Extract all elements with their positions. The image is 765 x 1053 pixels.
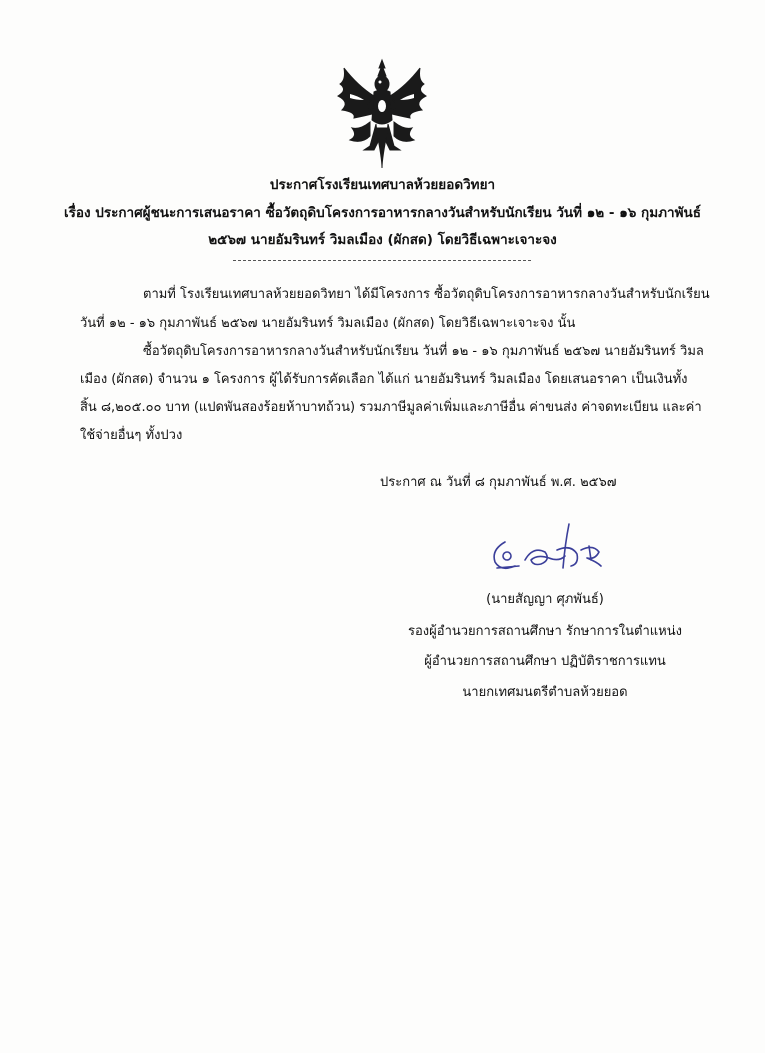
paragraph-1-line-1: ตามที่ โรงเรียนเทศบาลห้วยยอดวิทยา ได้มีโครงการ ซื้อวัตถุดิบโครงการอาหารกลางวันสำหรับนักเรียน [143, 287, 710, 302]
subject-line-1: เรื่อง ประกาศผู้ชนะการเสนอราคา ซื้อวัตถุดิบโครงการอาหารกลางวันสำหรับนักเรียน วันที่ ๑๒ - ๑๖ กุมภาพันธ์ [64, 205, 701, 221]
handwritten-signature [485, 520, 615, 580]
announcement-date: ประกาศ ณ วันที่ ๘ กุมภาพันธ์ พ.ศ. ๒๕๖๗ [380, 475, 617, 490]
signatory-position-2: ผู้อำนวยการสถานศึกษา ปฏิบัติราชการแทน [424, 654, 666, 669]
subject-line-2: ๒๕๖๗ นายอัมรินทร์ วิมลเมือง (ผักสด) โดยวิธีเฉพาะเจาะจง [208, 232, 557, 248]
paragraph-1-line-2: วันที่ ๑๒ - ๑๖ กุมภาพันธ์ ๒๕๖๗ นายอัมรินทร์ วิมลเมือง (ผักสด) โดยวิธีเฉพาะเจาะจง นั้น [80, 316, 576, 331]
signatory-position-1: รองผู้อำนวยการสถานศึกษา รักษาการในตำแหน่ง [408, 624, 682, 639]
garuda-emblem-icon [330, 58, 434, 170]
signatory-position-3: นายกเทศมนตรีตำบลห้วยยอด [462, 685, 628, 700]
paragraph-2-line-4: ใช้จ่ายอื่นๆ ทั้งปวง [80, 428, 183, 443]
paragraph-2-line-1: ซื้อวัตถุดิบโครงการอาหารกลางวันสำหรับนักเรียน วันที่ ๑๒ - ๑๖ กุมภาพันธ์ ๒๕๖๗ นายอัมรินทร์ วิมล [143, 344, 704, 359]
document-title: ประกาศโรงเรียนเทศบาลห้วยยอดวิทยา [269, 177, 496, 193]
paragraph-2-line-3: สิ้น ๘,๒๐๕.๐๐ บาท (แปดพันสองร้อยห้าบาทถ้วน) รวมภาษีมูลค่าเพิ่มและภาษีอื่น ค่าขนส่ง ค่าจดทะเบียน และค่า [80, 400, 702, 415]
divider-line [233, 260, 531, 261]
signatory-name: (นายสัญญา ศุภพันธ์) [486, 592, 604, 607]
paragraph-2-line-2: เมือง (ผักสด) จำนวน ๑ โครงการ ผู้ได้รับการคัดเลือก ได้แก่ นายอัมรินทร์ วิมลเมือง โดยเสนอราคา เป็นเงินทั้ง [80, 372, 688, 387]
